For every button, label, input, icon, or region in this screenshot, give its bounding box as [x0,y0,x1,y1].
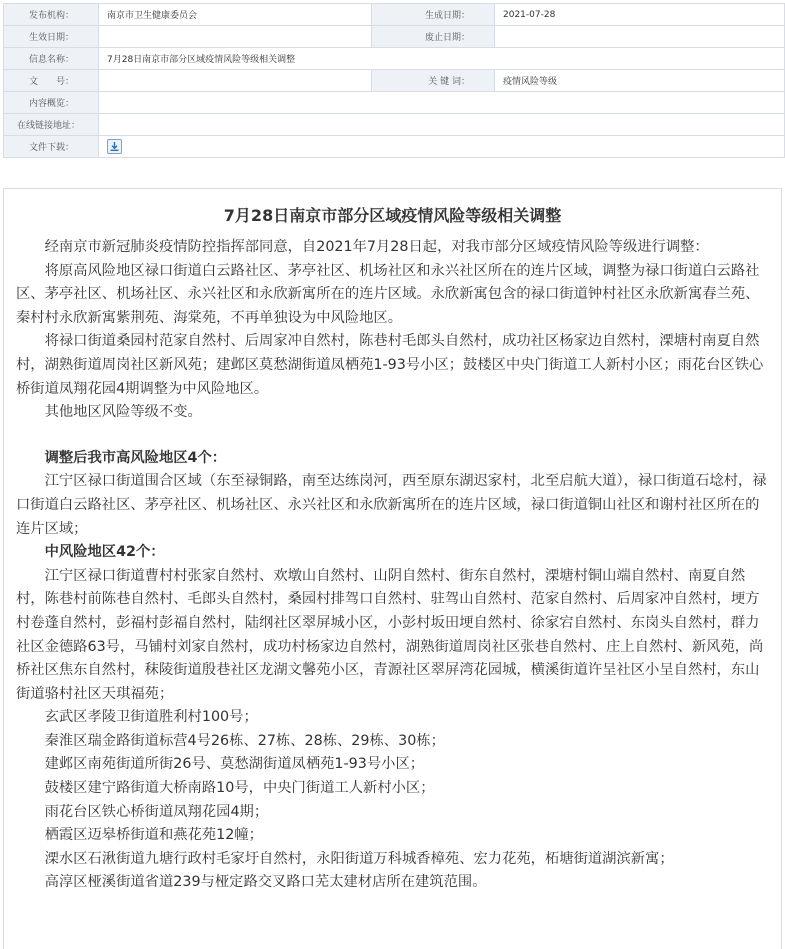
expired-date-value [495,26,785,48]
summary-label: 内容概览： [4,92,99,114]
meta-row-dates [4,26,785,48]
keywords-label: 关 键 词： [372,70,495,92]
effective-date-value [99,26,372,48]
article-panel [3,188,782,949]
medium-risk-jianye: 建邺区南苑街道所街26号、莫愁湖街道凤栖苑1-93号小区； [44,756,425,773]
keywords-value: 疫情风险等级 [495,70,785,92]
effective-date-label: 生效日期： [4,26,99,48]
info-meta-table [3,3,785,158]
medium-risk-qixia: 栖霞区迈皋桥街道和燕花苑12幢； [44,827,263,844]
created-date-label: 生成日期： [372,4,495,26]
medium-risk-qinhuai: 秦淮区瑞金路街道标营4号26栋、27栋、28栋、29栋、30栋； [44,732,445,749]
paragraph-spacer [16,425,773,447]
paragraph-others-unchanged: 其他地区风险等级不变。 [44,404,202,421]
online-link-value[interactable] [99,114,785,136]
doc-number-label: 文 号： [4,70,99,92]
article-body [16,236,773,895]
meta-row-docno [4,70,785,92]
publisher-value: 南京市卫生健康委员会 [99,4,372,26]
meta-row-download [4,136,785,158]
article-title: 7月28日南京市部分区域疫情风险等级相关调整 [223,206,562,225]
medium-risk-jiangning: 江宁区禄口街道曹村村张家自然村、欢墩山自然村、山阴自然村、街东自然村，溧塘村铜山端自然村、南夏自然村，陈巷村前陈巷自然村、毛郎头自然村，桑园村排驾口自然村、驻驾山自然村、范家自然村、后周家冲自然村，埂方村卷蓬自然村，彭福村彭福自然村，陆纲社区翠屏城小区，小彭村坂田埂自然村、徐家宕自然村、东岗头自然村，群力社区金德路63号，马铺村刘家自然村，成功村杨家边自然村，湖熟街道周岗社区张巷自然村、庄上自然村、新风苑，尚桥社区焦东自然村，秣陵街道殷巷社区龙湖文馨苑小区，青源社区翠屏湾花园城，横溪街道许呈社区小呈自然村，东山街道骆村社区天琪福苑； [16,567,764,702]
summary-value [99,92,785,114]
online-link-label: 在线链接地址： [4,114,99,136]
meta-row-info-name [4,48,785,70]
intro-paragraph: 经南京市新冠肺炎疫情防控指挥部同意，自2021年7月28日起，对我市部分区域疫情风险等级进行调整： [44,239,709,255]
created-date-value: 2021-07-28 [495,4,785,26]
medium-risk-gulou: 鼓楼区建宁路街道大桥南路10号，中央门街道工人新村小区； [44,780,435,797]
file-download-cell [99,136,785,158]
high-risk-list: 江宁区禄口街道围合区域（东至禄铜路，南至达练岗河，西至原东湖迟家村，北至启航大道），禄口街道石埝村，禄口街道白云路社区、茅亭社区、机场社区、永兴社区和永欣新寓所在的连片区域，禄口街道铜山社区和谢村社区所在的连片区域； [16,473,767,537]
medium-risk-yuhuatai: 雨花台区铁心桥街道凤翔花园4期； [44,803,269,820]
medium-risk-xuanwu: 玄武区孝陵卫街道胜利村100号； [44,709,258,726]
medium-risk-gaochun: 高淳区桠溪街道省道239与桠定路交叉路口芜太建材店所在建筑范围。 [44,874,487,891]
paragraph-medium-risk-adjust: 将禄口街道桑园村范家自然村、后周家冲自然村，陈巷村毛郎头自然村，成功社区杨家边自然村，溧塘村南夏自然村，湖熟街道周岗社区新风苑；建邺区莫愁湖街道凤栖苑1-93号小区；鼓楼区中央门街道工人新村小区；雨花台区铁心桥街道凤翔花园4期调整为中风险地区。 [16,333,764,397]
medium-risk-lishui: 溧水区石湫街道九塘行政村毛家圩自然村，永阳街道万科城香樟苑、宏力花苑，柘塘街道湖滨新寓； [44,850,674,867]
info-name-value: 7月28日南京市部分区域疫情风险等级相关调整 [99,48,785,70]
file-download-label: 文件下载： [4,136,99,158]
high-risk-heading: 调整后我市高风险地区4个： [44,449,227,466]
publisher-label: 发布机构： [4,4,99,26]
download-icon[interactable] [107,139,122,154]
meta-row-summary [4,92,785,114]
doc-number-value [99,70,372,92]
meta-row-publisher [4,4,785,26]
expired-date-label: 废止日期： [372,26,495,48]
meta-row-link [4,114,785,136]
info-name-label: 信息名称： [4,48,99,70]
paragraph-high-risk-adjust: 将原高风险地区禄口街道白云路社区、茅亭社区、机场社区和永兴社区所在的连片区域，调整为禄口街道白云路社区、茅亭社区、机场社区、永兴社区和永欣新寓所在的连片区域。永欣新寓包含的禄口街道钟村社区永欣新寓春兰苑、秦村村永欣新寓紫荆苑、海棠苑，不再单独设为中风险地区。 [16,262,760,326]
medium-risk-heading: 中风险地区42个： [44,544,165,561]
